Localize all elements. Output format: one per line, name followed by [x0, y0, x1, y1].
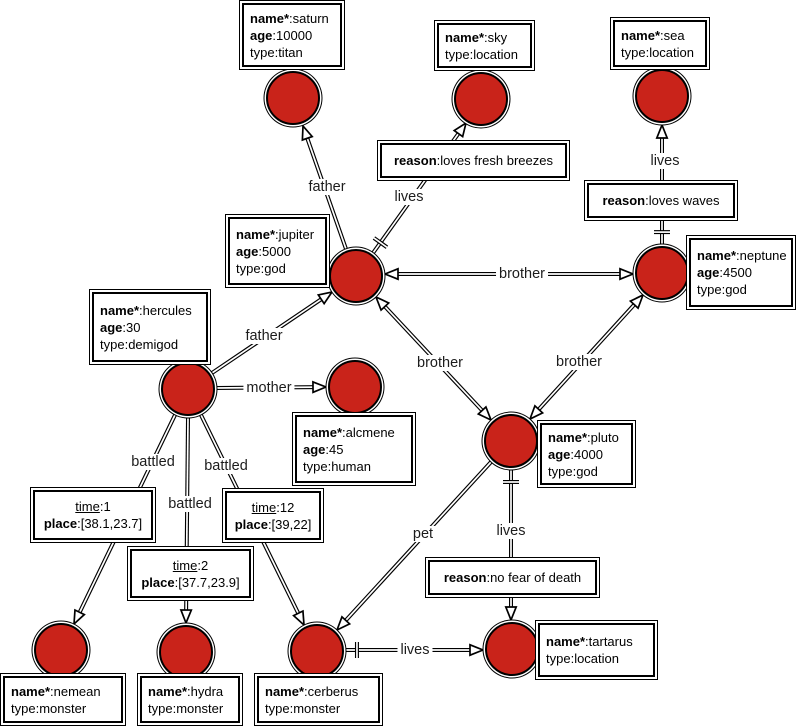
prop-type: type:location: [445, 46, 518, 62]
prop-type: type:demigod: [100, 336, 179, 352]
arrowhead-icon: [313, 382, 326, 392]
edge-label-pluto-lives-tartarus: lives: [493, 523, 528, 539]
edge-label-neptune-brother-pluto: brother: [553, 354, 605, 370]
prop-age: age:5000: [236, 243, 291, 259]
vertex-box-hercules: [92, 292, 208, 362]
arrowhead-icon: [470, 645, 483, 655]
edge-props-lives-tartarus-props: [428, 560, 597, 595]
prop-place: place:[37.7,23.9]: [141, 574, 240, 590]
prop-name: name*:hercules: [100, 302, 192, 318]
arrowhead-icon: [620, 269, 633, 279]
prop-place: place:[39,22]: [234, 516, 312, 532]
edge-label-jupiter-brother-pluto: brother: [414, 355, 466, 371]
vertex-sky[interactable]: [454, 72, 508, 126]
prop-type: type:monster: [265, 700, 341, 716]
edge-label-hercules-battled-nemean: battled: [128, 454, 178, 470]
edge-props-battled-nemean-props: [33, 490, 153, 540]
prop-age: age:4000: [548, 446, 603, 462]
edge-props-lives-sea-props: [587, 183, 735, 218]
vertex-box-tartarus: [538, 623, 655, 677]
vertex-box-saturn: [242, 3, 342, 67]
vertex-box-sea: [613, 20, 707, 67]
edge-label-jupiter-lives-sky: lives: [391, 189, 426, 205]
edge-line-pluto-pet-cerberus-inner: [344, 462, 491, 623]
vertex-nemean[interactable]: [34, 623, 88, 677]
vertex-cerberus[interactable]: [290, 624, 344, 678]
prop-age: age:4500: [697, 265, 752, 280]
vertex-saturn[interactable]: [266, 71, 320, 125]
vertex-box-cerberus: [257, 676, 380, 723]
edge-label-cerberus-lives-tartarus: lives: [397, 642, 432, 658]
arrowhead-icon: [302, 126, 312, 140]
edge-label-hercules-mother-alcmene: mother: [243, 380, 294, 396]
vertex-tartarus[interactable]: [485, 622, 539, 676]
prop-reason: reason:loves waves: [602, 193, 720, 208]
prop-time: time:1: [75, 499, 111, 514]
prop-age: age:30: [100, 319, 141, 335]
edge-label-hercules-battled-hydra: battled: [165, 496, 215, 512]
prop-name: name*:jupiter: [236, 226, 315, 242]
edge-label-pluto-pet-cerberus: pet: [410, 526, 436, 542]
vertex-box-nemean: [3, 676, 123, 723]
prop-time: time:2: [172, 557, 209, 573]
arrowhead-icon: [181, 610, 191, 623]
edge-props-battled-hydra-props: [130, 549, 251, 598]
prop-type: type:god: [236, 260, 286, 276]
prop-type: type:god: [697, 282, 747, 297]
prop-type: type:monster: [11, 700, 87, 716]
prop-name: name*:nemean: [11, 683, 101, 699]
arrowhead-icon: [385, 269, 398, 279]
prop-type: type:location: [621, 44, 694, 60]
prop-name: name*:cerberus: [265, 683, 359, 699]
vertex-hercules[interactable]: [161, 362, 215, 416]
edge-label-jupiter-brother-neptune: brother: [496, 266, 548, 282]
prop-place: place:[38.1,23.7]: [43, 516, 143, 531]
vertex-box-alcmene: [295, 415, 413, 483]
vertex-neptune[interactable]: [635, 246, 689, 300]
edge-label-hercules-battled-cerberus: battled: [201, 458, 251, 474]
prop-age: age:45: [303, 441, 344, 457]
prop-type: type:titan: [250, 44, 303, 60]
edge-label-hercules-father-jupiter: father: [242, 328, 285, 344]
prop-name: name*:pluto: [548, 429, 619, 445]
prop-age: age:10000: [250, 27, 313, 43]
vertex-box-hydra: [140, 676, 240, 723]
prop-name: name*:neptune: [697, 248, 787, 263]
vertex-hydra[interactable]: [159, 625, 213, 679]
prop-type: type:god: [548, 463, 598, 479]
prop-time: time:12: [251, 499, 295, 515]
edge-label-neptune-lives-sea: lives: [647, 153, 682, 169]
arrowhead-icon: [294, 611, 304, 625]
vertex-box-neptune: [689, 238, 793, 307]
arrowhead-icon: [657, 125, 667, 138]
prop-type: type:human: [303, 458, 371, 474]
vertex-pluto[interactable]: [484, 414, 538, 468]
arrowhead-icon: [74, 610, 84, 624]
prop-name: name*:sea: [621, 27, 685, 43]
edge-props-lives-sky-props: [380, 143, 567, 178]
edge-props-battled-cerberus-props: [225, 491, 321, 540]
prop-name: name*:saturn: [250, 10, 329, 26]
vertex-jupiter[interactable]: [329, 249, 383, 303]
prop-name: name*:alcmene: [303, 424, 395, 440]
prop-name: name*:sky: [445, 29, 508, 45]
prop-reason: reason:no fear of death: [443, 570, 582, 585]
arrowhead-icon: [506, 607, 516, 620]
prop-reason: reason:loves fresh breezes: [394, 153, 553, 168]
prop-type: type:location: [546, 651, 619, 666]
vertex-box-sky: [437, 23, 532, 68]
vertex-alcmene[interactable]: [328, 360, 382, 414]
prop-name: name*:hydra: [148, 683, 224, 699]
prop-name: name*:tartarus: [546, 634, 633, 649]
edge-label-jupiter-father-saturn: father: [305, 179, 348, 195]
vertex-sea[interactable]: [635, 69, 689, 123]
vertex-box-pluto: [540, 423, 633, 485]
vertex-box-jupiter: [228, 217, 327, 285]
prop-type: type:monster: [148, 700, 224, 716]
